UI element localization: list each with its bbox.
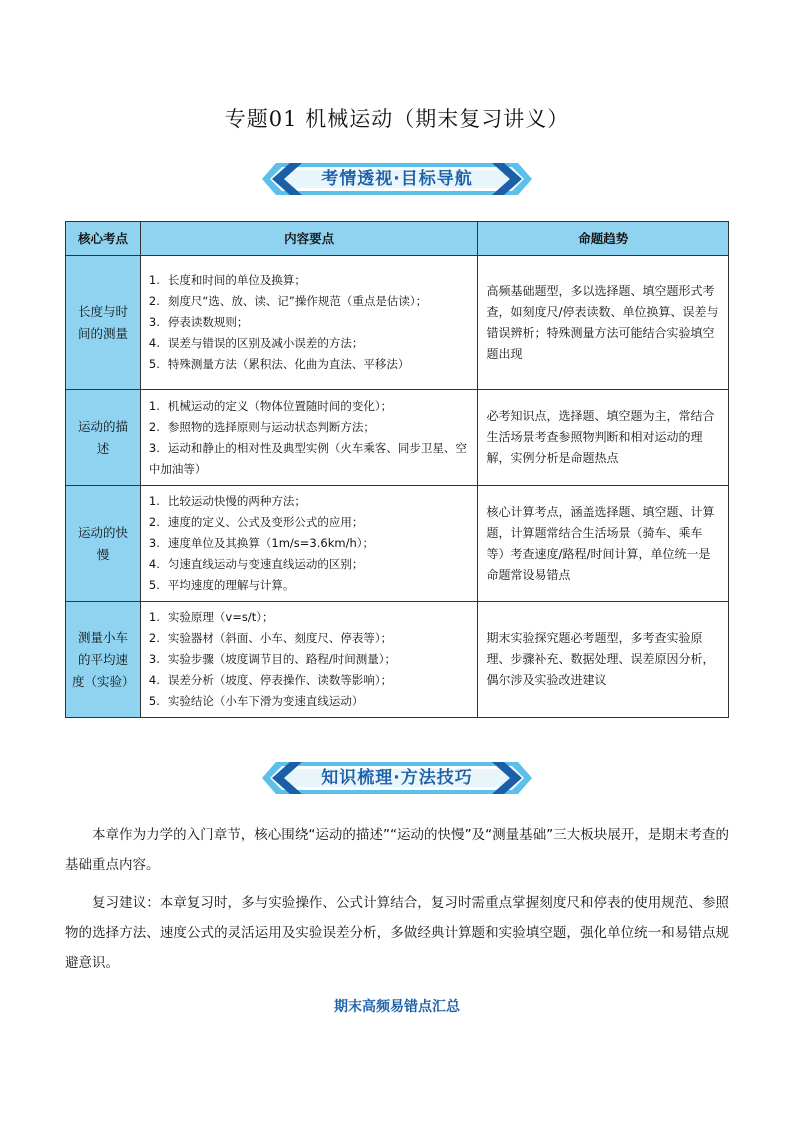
section-banner-exam-overview <box>262 157 532 201</box>
trend-cell: 期末实验探究题必考题型，多考查实验原理、步骤补充、数据处理、误差原因分析，偶尔涉及实验改进建议 <box>478 602 729 718</box>
banner-title: 考情透视·目标导航 <box>321 169 473 189</box>
point-item: 2. 实验器材（斜面、小车、刻度尺、停表等）； <box>148 631 393 645</box>
point-item: 1. 机械运动的定义（物体位置随时间的变化）； <box>148 398 393 413</box>
table-row <box>66 602 729 718</box>
point-item: 3. 停表读数规则； <box>148 315 249 329</box>
content-points-cell <box>140 602 478 718</box>
trend-cell: 必考知识点，选择题、填空题为主，常结合生活场景考查参照物判断和相对运动的理解，实例分析是命题热点 <box>478 390 729 486</box>
table-row <box>66 486 729 602</box>
core-topic-cell: 长度与时间的测量 <box>66 256 141 390</box>
point-item: 5. 平均速度的理解与计算。 <box>148 578 295 592</box>
trend-cell: 核心计算考点，涵盖选择题、填空题、计算题，计算题常结合生活场景（骑车、乘车等）考查速度/路程/时间计算，单位统一是命题常设易错点 <box>478 486 729 602</box>
core-topic-cell: 测量小车的平均速度（实验） <box>66 602 141 718</box>
point-item: 5. 特殊测量方法（累积法、化曲为直法、平移法） <box>148 357 410 371</box>
point-item: 2. 刻度尺“选、放、读、记”操作规范（重点是估读）； <box>148 294 428 308</box>
page-title: 专题01 机械运动（期末复习讲义） <box>224 107 570 131</box>
point-item: 4. 误差与错误的区别及减小误差的方法； <box>148 336 364 350</box>
header-trend: 命题趋势 <box>478 222 729 256</box>
point-item: 3. 速度单位及其换算（1m/s=3.6km/h）； <box>148 536 374 550</box>
point-item: 3. 实验步骤（坡度调节目的、路程/时间测量）； <box>148 652 397 666</box>
point-item: 1. 长度和时间的单位及换算； <box>148 273 306 287</box>
point-item: 3. 运动和静止的相对性及典型实例（火车乘客、同步卫星、空中加油等） <box>148 440 467 476</box>
table-header-row <box>66 222 729 256</box>
point-item: 5. 实验结论（小车下滑为变速直线运动） <box>148 694 364 708</box>
point-item: 4. 误差分析（坡度、停表操作、读数等影响）； <box>148 673 393 687</box>
content-points-cell <box>140 256 478 390</box>
point-item: 1. 实验原理（v=s/t）； <box>148 610 274 624</box>
section-banner-knowledge <box>262 756 532 800</box>
table-row <box>66 390 729 486</box>
trend-cell: 高频基础题型，多以选择题、填空题形式考查，如刻度尺/停表读数、单位换算、误差与错误辨析；特殊测量方法可能结合实验填空题出现 <box>478 256 729 390</box>
banner-title: 知识梳理·方法技巧 <box>321 768 473 788</box>
intro-paragraph: 本章作为力学的入门章节，核心围绕“运动的描述”“运动的快慢”及“测量基础”三大板块展开，是期末考查的基础重点内容。 <box>65 827 729 873</box>
table-row <box>66 256 729 390</box>
exam-overview-table <box>65 221 729 718</box>
core-topic-cell: 运动的描述 <box>66 390 141 486</box>
point-item: 4. 匀速直线运动与变速直线运动的区别； <box>148 557 364 571</box>
section-subheading: 期末高频易错点汇总 <box>334 999 460 1015</box>
point-item: 2. 参照物的选择原则与运动状态判断方法； <box>148 419 375 434</box>
point-item: 1. 比较运动快慢的两种方法； <box>148 494 306 508</box>
review-advice-paragraph: 复习建议：本章复习时，多与实验操作、公式计算结合，复习时需重点掌握刻度尺和停表的使用规范、参照物的选择方法、速度公式的灵活运用及实验误差分析，多做经典计算题和实验填空题，强化单位统一和易错点规避意识。 <box>65 895 729 971</box>
core-topic-cell: 运动的快慢 <box>66 486 141 602</box>
header-content-points: 内容要点 <box>140 222 478 256</box>
content-points-cell <box>140 390 478 486</box>
header-core-topic: 核心考点 <box>66 222 141 256</box>
content-points-cell <box>140 486 478 602</box>
point-item: 2. 速度的定义、公式及变形公式的应用； <box>148 515 364 529</box>
